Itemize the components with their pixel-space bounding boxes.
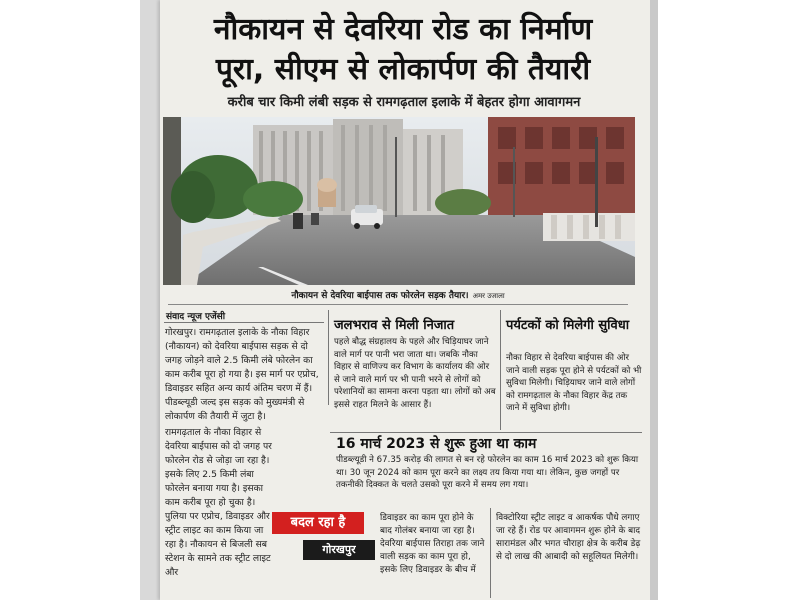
box1-title: जलभराव से मिली निजात: [334, 318, 455, 333]
bottom-right-text: विक्टोरिया स्ट्रीट लाइट व आकर्षक पौधे लगाए जा रहे हैं। रोड पर आवागमन शुरू होने के बाद सारामंडल और भगत चौराहा क्षेत्र के करीब डेढ़ से दो लाख की आबादी को सहूलियत मिलेगी।: [496, 513, 641, 562]
photo-credit: अमर उजाला: [472, 292, 505, 300]
tag-gorakhpur: गोरखपुर: [303, 540, 375, 560]
column-divider-3: [490, 508, 491, 598]
page-edge-left: [140, 0, 160, 600]
headline-line2: पूरा, सीएम से लोकार्पण की तैयारी: [215, 52, 591, 87]
caption-text: नौकायन से देवरिया बाईपास तक फोरलेन सड़क तैयार।: [291, 291, 469, 301]
news-photo: [163, 117, 635, 285]
main-story-para2: रामगढ़ताल के नौका विहार से देवरिया बाईपास को दो जगह पर फोरलेन रोड से जोड़ा जा रहा है। इसके लिए 2.5 किमी लंबा फोरलेन बनाया गया है। इसका काम करीब पूरा हो चुका है। पुलिया पर एप्रोच, डिवाइडर और स्ट्रीट लाइट का काम किया जा रहा है। नौकायन से बिजली सब स्टेशन के सामने तक स्ट्रीट लाइट और: [165, 427, 272, 578]
photo-caption: [168, 288, 628, 305]
headline-line1: नौकायन से देवरिया रोड का निर्माण: [213, 12, 593, 47]
section2-text: पीडब्ल्यूडी ने 67.35 करोड़ की लागत से बन रहे फोरलेन का काम 16 मार्च 2023 को शुरू किया था। 30 जून 2024 को काम पूरा करने का लक्ष्य तय किया गया था। लेकिन, कुछ जगहों पर तकनीकी दिक्कत के चलते उसको पूरा करने में समय लग गया।: [336, 455, 639, 490]
box2-text: नौका विहार से देवरिया बाईपास की ओर जाने वाली सड़क पूरा होने से पर्यटकों को भी सुविधा मिलेगी। चिड़ियाघर जाने वाले लोगों को रामगढ़ताल के नौका विहार केंद्र तक जाने में सुविधा होगी।: [506, 353, 642, 413]
bottom-mid-text: डिवाइडर का काम पूरा होने के बाद गोलंबर बनाया जा रहा है। देवरिया बाईपास तिराहा तक जाने वाली सड़क का काम पूरा हो, इसके लिए डिवाइडर के बीच में: [380, 513, 485, 575]
column-divider-2: [500, 310, 501, 430]
byline-rule: [164, 322, 324, 323]
main-story-para1: गोरखपुर। रामगढ़ताल इलाके के नौका विहार (नौकायन) को देवरिया बाईपास सड़क से दो जगह जोड़ने वाले 2.5 किमी लंबे फोरलेन का काम करीब पूरा हो गया है। इस मार्ग पर एप्रोच, डिवाइडर सहित अन्य कार्य अंतिम चरण में हैं। पीडब्ल्यूडी जल्द इस सड़क को मुख्यमंत्री से लोकार्पण की तैयारी में जुटा है।: [165, 327, 319, 422]
main-story-column: [165, 326, 323, 580]
page-edge-right: [650, 0, 658, 600]
subheadline: करीब चार किमी लंबी सड़क से रामगढ़ताल इलाके में बेहतर होगा आवागमन: [227, 95, 581, 110]
box1-text: पहले बौद्ध संग्रहालय के पहले और चिड़ियाघर जाने वाले मार्ग पर पानी भरा जाता था। जबकि नौका विहार से वाणिज्य कर विभाग के कार्यालय की ओर से जाने वाले मार्ग पर भी पानी भरने से लोगों को परेशानियों का सामना करना पड़ता था। लोगों को अब इससे राहत मिलने के आसार हैं।: [334, 337, 496, 410]
tag-badal-raha-hai: बदल रहा है: [272, 512, 364, 534]
section2-title: 16 मार्च 2023 से शुरू हुआ था काम: [336, 436, 537, 452]
column-divider-1: [328, 310, 329, 405]
section-rule: [330, 432, 642, 433]
box2-title: पर्यटकों को मिलेगी सुविधा: [506, 318, 630, 333]
byline: संवाद न्यूज एजेंसी: [166, 312, 226, 322]
